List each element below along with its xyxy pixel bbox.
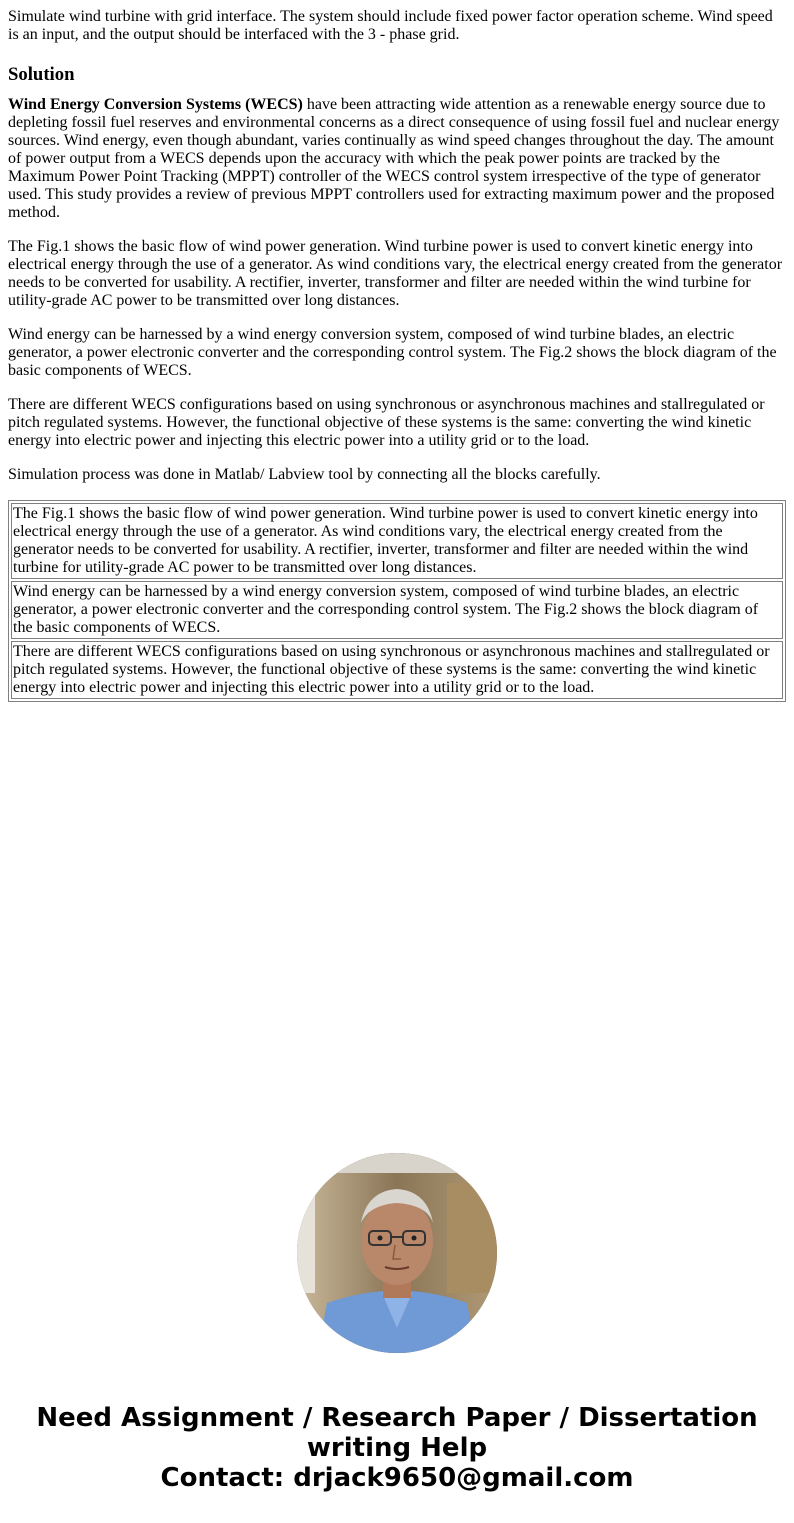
table-cell: The Fig.1 shows the basic flow of wind power generation. Wind turbine power is used to convert kinetic energy into electrical energy through the use of a generator. As wind conditions vary, the electrical energy created from the generator needs to be converted for usability. A rectifier, inverter, transformer and filter are needed within the wind turbine for utility-grade AC power to be transmitted over long distances. (11, 503, 783, 579)
table-cell: Wind energy can be harnessed by a wind energy conversion system, composed of wind turbine blades, an electric generator, a power electronic converter and the corresponding control system. The Fig.2 shows the block diagram of the basic components of WECS. (11, 581, 783, 639)
table-row (11, 641, 783, 699)
promo-text (0, 1403, 794, 1493)
paragraph-fig1: The Fig.1 shows the basic flow of wind power generation. Wind turbine power is used to convert kinetic energy into electrical energy through the use of a generator. As wind conditions vary, the electrical energy created from the generator needs to be converted for usability. A rectifier, inverter, transformer and filter are needed within the wind turbine for utility-grade AC power to be transmitted over long distances. (8, 238, 783, 309)
table-row (11, 581, 783, 639)
summary-table (8, 500, 786, 702)
wecs-intro-text: have been attracting wide attention as a renewable energy source due to depleting fossil fuel reserves and environmental concerns as a direct consequence of using fossil fuel and nuclear energy sources. Wind energy, even though abundant, varies continually as wind speed changes throughout the day. The amount of power output from a WECS depends upon the accuracy with which the peak power points are tracked by the Maximum Power Point Tracking (MPPT) controller of the WECS control system irrespective of the type of generator used. This study provides a review of previous MPPT controllers used for extracting maximum power and the proposed method. (8, 96, 780, 221)
paragraph-wecs-intro (8, 96, 786, 222)
solution-heading: Solution (8, 64, 75, 85)
avatar-portrait (297, 1153, 497, 1353)
page-content (8, 8, 786, 702)
table-cell: There are different WECS configurations based on using synchronous or asynchronous machines and stallregulated or pitch regulated systems. However, the functional objective of these systems is the same: converting the wind kinetic energy into electric power and injecting this electric power into a utility grid or to the load. (11, 641, 783, 699)
promo-line-1: Need Assignment / Research Paper / Dissertation (36, 1403, 758, 1433)
avatar (297, 1153, 497, 1353)
paragraph-configurations: There are different WECS configurations based on using synchronous or asynchronous machines and stallregulated or pitch regulated systems. However, the functional objective of these systems is the same: converting the wind kinetic energy into electric power and injecting this electric power into a utility grid or to the load. (8, 396, 765, 449)
promo-line-2: writing Help (306, 1433, 488, 1463)
promo-contact: Contact: drjack9650@gmail.com (160, 1463, 634, 1493)
table-row (11, 503, 783, 579)
paragraph-simulation: Simulation process was done in Matlab/ Labview tool by connecting all the blocks carefully. (8, 466, 601, 483)
promo-section (0, 1153, 794, 1493)
paragraph-fig2: Wind energy can be harnessed by a wind energy conversion system, composed of wind turbine blades, an electric generator, a power electronic converter and the corresponding control system. The Fig.2 shows the block diagram of the basic components of WECS. (8, 326, 777, 379)
question-text: Simulate wind turbine with grid interface. The system should include fixed power factor operation scheme. Wind speed is an input, and the output should be interfaced with the 3 - phase grid. (8, 8, 773, 43)
wecs-bold-term: Wind Energy Conversion Systems (WECS) (8, 96, 303, 113)
